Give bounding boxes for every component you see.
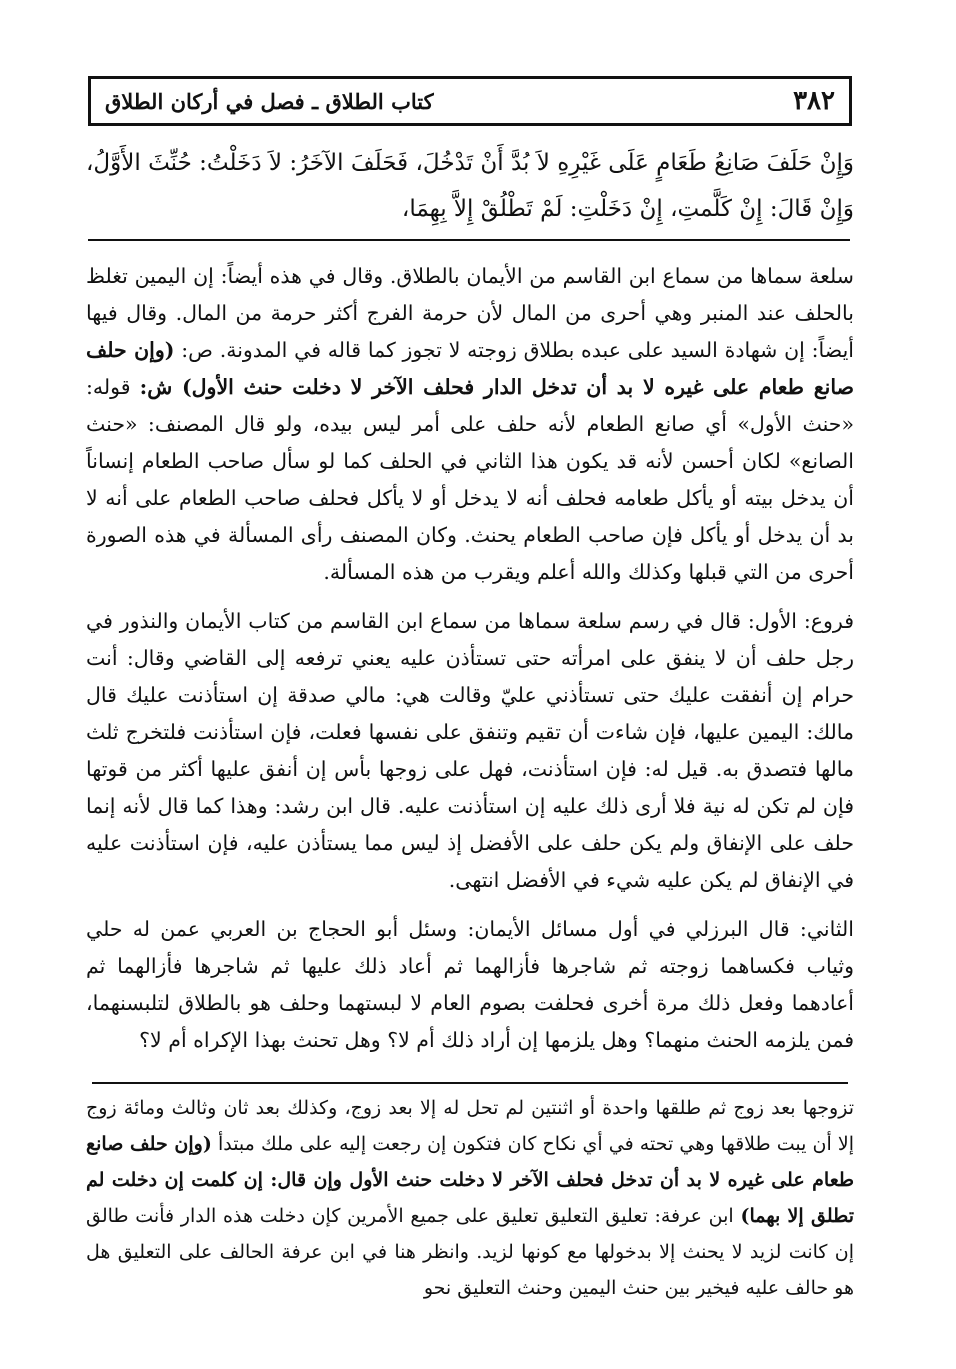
commentary-text: قوله: «حنث الأول» أي صانع الطعام لأنه حلف على أمر ليس بيده، ولو قال المصنف: «حنث الصانع» لكان أحسن لأنه قد يكون هذا الثاني في الحلف كما لو سأل صاحب الطعام إنساناً أن يدخل بيته أو يأكل طعامه فحلف أنه لا يدخل أو لا يأكل فحلف صاحب الطعام على أنه لا بد أن يدخل أو يأكل فإن صاحب الطعام يحنث. وكان المصنف رأى المسألة في هذه الصورة أحرى من التي قبلها وكذلك والله أعلم ويقرب من هذه المسألة. <box>86 375 854 584</box>
matn-text: وَإِنْ حَلَفَ صَانِعُ طَعَامٍ عَلَى غَيْرِهِ لاَ بُدَّ أَنْ تَدْخُلَ، فَحَلَفَ الآخَرُ: لاَ دَخَلْتُ: حُنِّثَ الأَوَّلُ، وَإِنْ قَالَ: إِنْ كَلَّمتِ، إِنْ دَخَلْتِ: لَمْ تَطْلُقْ إِلاَّ بِهِمَا، <box>86 150 854 222</box>
footnote-text: تزوجها بعد زوج ثم طلقها واحدة أو اثنتين لم تحل له إلا بعد زوج، وكذلك بعد ثان وثالث ومائة زوج إلا أن يبت طلاقها وهي تحته في أي نكاح كان فتكون إن رجعت إليه على ملك مبتدأ <box>86 1097 854 1155</box>
page-header <box>88 76 852 126</box>
commentary <box>86 258 854 1071</box>
page-number: ٣٨٢ <box>793 86 835 116</box>
footnote-paragraph <box>86 1090 854 1306</box>
footnote-text: ابن عرفة: تعليق التعليق تعليق على جميع الأمرين كإن دخلت هذه الدار فأنت طالق إن كانت لزيد لا يحنث إلا بدخولها مع كونها لزيد. وانظر هنا في ابن عرفة الحالف على التعليق هل هو حالف عليه فيخير بين حنث اليمين وحنث التعليق نحو <box>86 1205 854 1299</box>
footnote-bold-quote: (وإن حلف صانع طعام على غيره لا بد أن تدخل فحلف الآخر لا دخلت حنث الأول وإن قال: إن كلمت إن دخلت لم تطلق إلا بهما) <box>86 1133 854 1227</box>
commentary-paragraph: الثاني: قال البرزلي في أول مسائل الأيمان: وسئل أبو الحجاج بن العربي عمن له حلي وثياب فكساهما زوجته ثم شاجرها فأزالهما ثم أعاد ذلك عليها ثم شاجرها فأزالهما ثم أعادهما وفعل ذلك مرة أخرى فحلفت بصوم العام لا لبستهما وحلف هو بالطلاق لتلبسنهما، فمن يلزمه الحنث منهما؟ وهل يلزمها إن أراد ذلك أم لا؟ وهل تحنث بهذا الإكراه أم لا؟ <box>86 917 854 1052</box>
footnote <box>86 1090 854 1306</box>
commentary-paragraph <box>86 258 854 591</box>
commentary-text: سلعة سماها من سماع ابن القاسم من الأيمان بالطلاق. وقال في هذه أيضاً: إن اليمين تغلظ بالحلف عند المنبر وهي أحرى من المال لأن حرمة الفرج أكثر حرمة من المال. وقال فيها أيضاً: إن شهادة السيد على عبده بطلاق زوجته لا تجوز كما قاله في المدونة. ص: <box>86 264 854 362</box>
commentary-bold-quote: (وإن حلف صانع طعام على غيره لا بد أن تدخل الدار فحلف الآخر لا دخلت حنث الأول) ش: <box>86 338 854 399</box>
commentary-paragraph: فروع: الأول: قال في رسم سلعة سماها من سماع ابن القاسم من كتاب الأيمان والنذور في رجل حلف أن لا ينفق على امرأته حتى تستأذن عليه يعني ترفعه إلى القاضي وقال: أنت حرام إن أنفقت عليك حتى تستأذني عليّ وقالت هي: مالي صدقة إن استأذنت عليك قال مالك: اليمين عليها، فإن شاءت أن تقيم وتنفق على نفسها فعلت، فإن استأذنت فلتخرج ثلث مالها فتصدق به. قيل له: فإن استأذنت، فهل على زوجها بأس إن أنفق عليها أكثر من قوتها فإن لم تكن له نية فلا أرى ذلك عليه إن استأذنت عليه. قال ابن رشد: وهذا كما قال لأنه إنما حلف على الإنفاق ولم يكن حلف على الأفضل إذ ليس مما يستأذن عليه، فإن استأذنت عليه في الإنفاق لم يكن عليه شيء في الأفضل انتهى. <box>86 609 854 892</box>
running-title: كتاب الطلاق ـ فصل في أركان الطلاق <box>105 88 434 114</box>
matn-separator-rule <box>88 239 850 241</box>
footnote-separator-rule <box>92 1082 848 1084</box>
